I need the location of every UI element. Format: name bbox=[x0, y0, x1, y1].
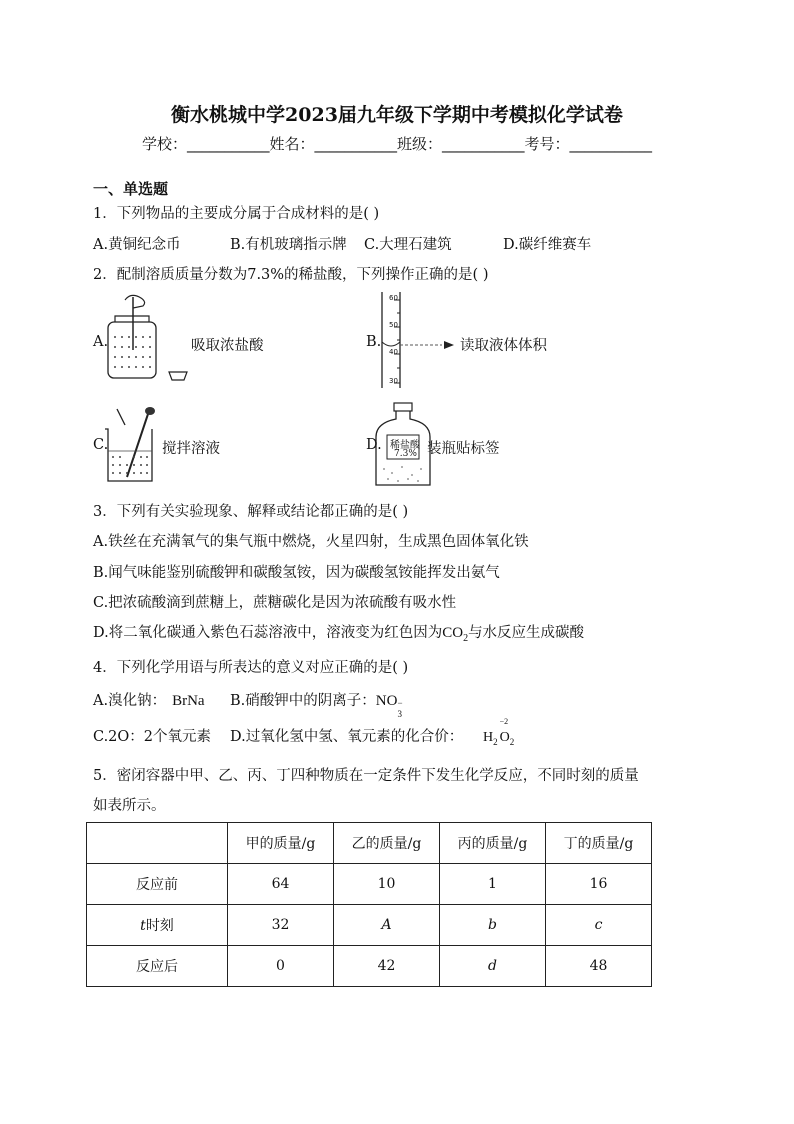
question-2-stem: 2．配制溶质质量分数为7.3%的稀盐酸，下列操作正确的是( ) bbox=[93, 267, 489, 283]
q2-option-c-letter: C. bbox=[93, 437, 109, 453]
table-row bbox=[87, 864, 652, 905]
table-cell: 42 bbox=[334, 946, 440, 987]
bottle-label-name: 稀盐酸 bbox=[390, 440, 420, 451]
q1-option-d: D.碳纤维赛车 bbox=[503, 237, 592, 253]
q2-option-b-letter: B. bbox=[366, 334, 382, 350]
mass-table bbox=[86, 822, 652, 987]
table-cell: 1 bbox=[440, 864, 546, 905]
table-header-row bbox=[87, 823, 652, 864]
question-4-stem: 4．下列化学用语与所表达的意义对应正确的是( ) bbox=[93, 660, 409, 676]
q1-option-a: A.黄铜纪念币 bbox=[93, 237, 181, 253]
table-header-cell: 乙的质量/g bbox=[334, 823, 440, 864]
q2-option-a-label: 吸取浓盐酸 bbox=[191, 338, 264, 354]
table-header-cell: 丁的质量/g bbox=[546, 823, 652, 864]
table-cell: b bbox=[440, 905, 546, 946]
q3-option-c: C.把浓硫酸滴到蔗糖上，蔗糖碳化是因为浓硫酸有吸水性 bbox=[93, 595, 457, 611]
table-row bbox=[87, 905, 652, 946]
question-5-stem-line1: 5．密闭容器中甲、乙、丙、丁四种物质在一定条件下发生化学反应，不同时刻的质量 bbox=[93, 768, 639, 784]
q2-option-d-letter: D. bbox=[366, 437, 382, 453]
table-cell: d bbox=[440, 946, 546, 987]
q2-option-c-label: 搅拌溶液 bbox=[162, 441, 220, 457]
q4-option-a: A.溴化钠： BrNa bbox=[93, 693, 205, 709]
nitrate-formula: NO bbox=[375, 693, 398, 709]
q2-option-b-label: 读取液体体积 bbox=[460, 338, 547, 354]
table-cell: 0 bbox=[228, 946, 334, 987]
q2-option-d-label: 装瓶贴标签 bbox=[427, 441, 500, 457]
q1-option-c: C.大理石建筑 bbox=[364, 237, 452, 253]
table-cell: 64 bbox=[228, 864, 334, 905]
cylinder-tick-40: 40 bbox=[389, 348, 398, 356]
cylinder-tick-50: 50 bbox=[389, 321, 398, 329]
q4-option-d: D.过氧化氢中氢、氧元素的化合价： bbox=[230, 729, 464, 745]
table-cell: 10 bbox=[334, 864, 440, 905]
q3-option-d: D.将二氧化碳通入紫色石蕊溶液中，溶液变为红色因为$CO_2$与水反应生成碳酸 bbox=[93, 625, 585, 644]
q3-option-b: B.闻气味能鉴别硫酸钾和碳酸氢铵，因为碳酸氢铵能挥发出氨气 bbox=[93, 565, 500, 581]
row-label: 反应后 bbox=[87, 946, 228, 987]
row-label: t时刻 bbox=[87, 905, 228, 946]
graduated-cylinder-illustration bbox=[376, 290, 461, 390]
exam-title: 衡水桃城中学2023届九年级下学期中考模拟化学试卷 bbox=[171, 104, 623, 126]
q4-option-b: B.硝酸钾中的阴离子：NO − 3 bbox=[230, 693, 403, 719]
table-cell: A bbox=[334, 905, 440, 946]
table-header-cell: 甲的质量/g bbox=[228, 823, 334, 864]
question-3-stem: 3．下列有关实验现象、解释或结论都正确的是( ) bbox=[93, 504, 409, 520]
table-header-cell: 丙的质量/g bbox=[440, 823, 546, 864]
beaker-stirring-illustration bbox=[103, 405, 163, 485]
table-cell: 16 bbox=[546, 864, 652, 905]
row-label: 反应前 bbox=[87, 864, 228, 905]
cylinder-tick-30: 30 bbox=[389, 377, 398, 385]
table-cell: c bbox=[546, 905, 652, 946]
cylinder-tick-60: 60 bbox=[389, 294, 398, 302]
table-row bbox=[87, 946, 652, 987]
table-cell: 48 bbox=[546, 946, 652, 987]
student-info-line: 学校：___________姓名：___________班级：___________考号：___________ bbox=[141, 135, 652, 153]
section-heading: 一、单选题 bbox=[93, 180, 169, 198]
q3-option-a: A.铁丝在充满氧气的集气瓶中燃烧，火星四射，生成黑色固体氧化铁 bbox=[93, 534, 529, 550]
brna-formula: BrNa bbox=[172, 693, 205, 709]
co2-formula: CO bbox=[442, 625, 464, 641]
table-header-cell bbox=[87, 823, 228, 864]
bottle-label-concentration: 7.3% bbox=[394, 449, 417, 459]
h2o2-formula: $H_2$ −2 $O_2$ bbox=[483, 717, 515, 747]
valence-mark: −2 bbox=[499, 717, 509, 726]
dropper-bottle-illustration bbox=[103, 292, 198, 387]
q1-option-b: B.有机玻璃指示牌 bbox=[230, 237, 347, 253]
q2-option-a-letter: A. bbox=[93, 334, 109, 350]
question-5-stem-line2: 如表所示。 bbox=[93, 798, 166, 814]
q4-option-c: C.2O：2个氧元素 bbox=[93, 729, 212, 745]
question-1-stem: 1．下列物品的主要成分属于合成材料的是( ) bbox=[93, 206, 380, 222]
table-cell: 32 bbox=[228, 905, 334, 946]
